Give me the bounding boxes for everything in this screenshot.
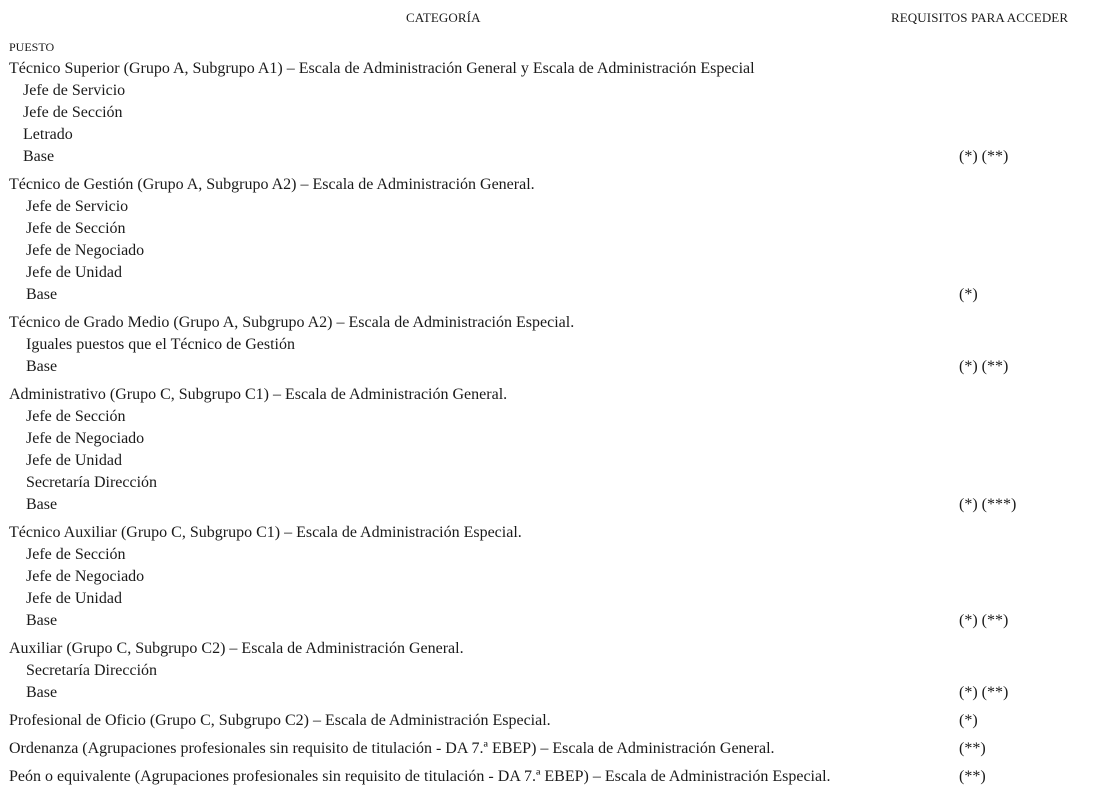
category-title-row bbox=[0, 384, 1107, 406]
puesto-row bbox=[0, 102, 1107, 124]
puesto-label: Base bbox=[26, 684, 58, 701]
puesto-row bbox=[0, 356, 1107, 378]
puesto-label: Jefe de Negociado bbox=[26, 568, 145, 585]
category-title: Técnico Auxiliar (Grupo C, Subgrupo C1) – Escala de Administración Especial. bbox=[9, 524, 522, 541]
puesto-row bbox=[0, 660, 1107, 682]
puesto-label: Jefe de Sección bbox=[26, 220, 126, 237]
puesto-row bbox=[0, 80, 1107, 102]
category-title-row bbox=[0, 522, 1107, 544]
category-title-row bbox=[0, 710, 1107, 732]
puesto-label: Base bbox=[26, 496, 58, 513]
puesto-label: Iguales puestos que el Técnico de Gestión bbox=[26, 336, 295, 353]
puesto-row bbox=[0, 284, 1107, 306]
puesto-row bbox=[0, 240, 1107, 262]
puesto-row bbox=[0, 124, 1107, 146]
puesto-row bbox=[0, 472, 1107, 494]
category-title-row bbox=[0, 174, 1107, 196]
puesto-row bbox=[0, 494, 1107, 516]
category-title-row bbox=[0, 638, 1107, 660]
puesto-requirement: (*) (**) bbox=[959, 684, 1009, 701]
puesto-row bbox=[0, 406, 1107, 428]
category-title-row bbox=[0, 766, 1107, 788]
puesto-row bbox=[0, 588, 1107, 610]
puesto-row bbox=[0, 428, 1107, 450]
puesto-row bbox=[0, 566, 1107, 588]
puesto-row bbox=[0, 450, 1107, 472]
puesto-label: Jefe de Unidad bbox=[26, 452, 122, 469]
puesto-label: Jefe de Sección bbox=[26, 408, 126, 425]
puesto-label: Jefe de Negociado bbox=[26, 242, 145, 259]
puesto-requirement: (*) (***) bbox=[959, 496, 1017, 513]
puesto-label: Secretaría Dirección bbox=[26, 474, 158, 491]
puesto-row bbox=[0, 218, 1107, 240]
category-requirement: (**) bbox=[959, 740, 986, 757]
puesto-row bbox=[0, 146, 1107, 168]
puesto-label: PUESTO bbox=[9, 40, 55, 54]
puesto-requirement: (*) bbox=[959, 286, 978, 303]
puesto-label: Base bbox=[26, 286, 58, 303]
puesto-label: Jefe de Negociado bbox=[26, 430, 145, 447]
puesto-label: Base bbox=[26, 358, 58, 375]
puesto-label: Base bbox=[26, 612, 58, 629]
category-title: Auxiliar (Grupo C, Subgrupo C2) – Escala de Administración General. bbox=[9, 640, 464, 657]
puesto-requirement: (*) (**) bbox=[959, 148, 1009, 165]
category-title-row bbox=[0, 312, 1107, 334]
puesto-label: Letrado bbox=[23, 126, 73, 143]
puesto-label: Jefe de Servicio bbox=[26, 198, 129, 215]
puesto-label: Jefe de Sección bbox=[26, 546, 126, 563]
category-requirement: (**) bbox=[959, 768, 986, 785]
puesto-label: Base bbox=[23, 148, 55, 165]
puesto-requirement: (*) (**) bbox=[959, 612, 1009, 629]
puesto-row bbox=[0, 334, 1107, 356]
puesto-label: Jefe de Servicio bbox=[23, 82, 126, 99]
puesto-row bbox=[0, 682, 1107, 704]
puesto-row bbox=[0, 196, 1107, 218]
category-title-row bbox=[0, 738, 1107, 760]
column-header-categoria: CATEGORÍA bbox=[406, 10, 481, 25]
puesto-row bbox=[0, 262, 1107, 284]
category-title: Técnico de Grado Medio (Grupo A, Subgrupo A2) – Escala de Administración Especial. bbox=[9, 314, 575, 331]
puesto-label: Jefe de Unidad bbox=[26, 590, 122, 607]
category-title: Ordenanza (Agrupaciones profesionales sin requisito de titulación - DA 7.ª EBEP) – Escala de Administración General. bbox=[9, 740, 775, 757]
category-title: Técnico Superior (Grupo A, Subgrupo A1) – Escala de Administración General y Escala de Administración Especial bbox=[9, 60, 755, 77]
puesto-label: Jefe de Unidad bbox=[26, 264, 122, 281]
puesto-row bbox=[0, 544, 1107, 566]
category-requirement: (*) bbox=[959, 712, 978, 729]
puesto-requirement: (*) (**) bbox=[959, 358, 1009, 375]
category-title: Técnico de Gestión (Grupo A, Subgrupo A2) – Escala de Administración General. bbox=[9, 176, 535, 193]
column-header-requisitos: REQUISITOS PARA ACCEDER bbox=[891, 10, 1069, 25]
category-title-row bbox=[0, 58, 1107, 80]
puesto-row bbox=[0, 610, 1107, 632]
puesto-label: Jefe de Sección bbox=[23, 104, 123, 121]
category-title: Administrativo (Grupo C, Subgrupo C1) – Escala de Administración General. bbox=[9, 386, 508, 403]
puesto-label: Secretaría Dirección bbox=[26, 662, 158, 679]
category-title: Profesional de Oficio (Grupo C, Subgrupo C2) – Escala de Administración Especial. bbox=[9, 712, 551, 729]
category-table bbox=[0, 58, 1107, 788]
category-title: Peón o equivalente (Agrupaciones profesionales sin requisito de titulación - DA 7.ª EBEP) – Escala de Administración Especial. bbox=[9, 768, 831, 785]
